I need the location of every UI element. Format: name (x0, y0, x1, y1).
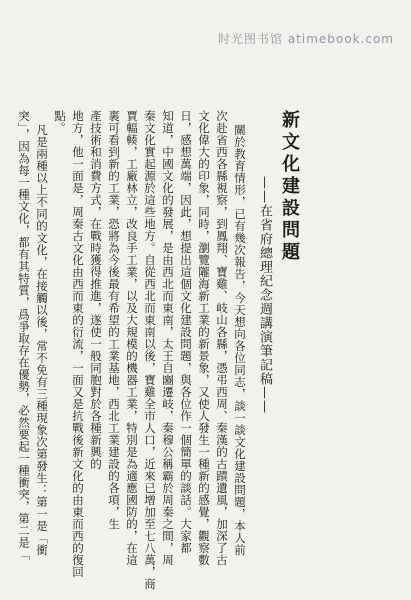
paragraph-line-5: 知道，中國文化的發展，是由西北而東南，太王自豳遷岐，秦穆公稱霸於周秦之間，周 (161, 110, 175, 566)
paragraph-2-line-2: 突」，因為每一種文化，都有其特質，爲爭取存在優勢，必然要起一種衝突，第二是「 (17, 110, 31, 561)
paragraph-line-6: 秦文化實起源於這些地方。自從西北而東南以後，寶雞全市人口，近來已增加至七八萬，商 (143, 110, 157, 590)
paragraph-line-11: 點。 (53, 110, 67, 134)
paragraph-line-4: 日，感想萬端，因此，想提出這個文化建設問題，與各位作一個簡單的談話。大家都 (179, 110, 193, 554)
paragraph-line-2: 次赴省西各縣視察，到鳳翔、寶雞、岐山各縣，憑弔西周、秦漢的古蹟遺風，加深了古 (215, 110, 229, 566)
article-title: 新文化建設問題 (279, 110, 300, 264)
paragraph-2-line-1: 凡是兩種以上不同的文化，在接觸以後，常不免有三種現象次第發生：第一是「衝 (35, 124, 49, 556)
paragraph-line-9: 產技術和消費方式，在戰時獲得推進，遂使一般同胞對於各種新興的 (89, 110, 103, 470)
paragraph-line-3: 文化偉大的印象，同時，瀏覽隴海新工業的新景象，又使人發生一種新的感覺，觀察數 (197, 110, 211, 566)
watermark: 时光图书馆 atimebook.com (218, 32, 394, 46)
paragraph-line-10: 地方，他一面是，周秦古文化由西而東的衍流，一面又是抗戰後新文化的由東而西的復回 (71, 110, 85, 578)
article-subtitle: ——在省府總理紀念週講演筆記稿—— (257, 176, 272, 414)
paragraph-line-1: 關於教育情形，已有幾次報告，今天想向各位同志，談一談文化建設問題，本人前 (233, 124, 247, 556)
paragraph-line-8: 裏可看到新的工業，恐將為今後最有希望的工業基地，西北工業建設的各項，生 (107, 110, 121, 530)
paragraph-line-7: 賈輻輳，工廠林立，改良手工業，以及大規模的機器工業，特別是為適應國防的，在這 (125, 110, 139, 566)
